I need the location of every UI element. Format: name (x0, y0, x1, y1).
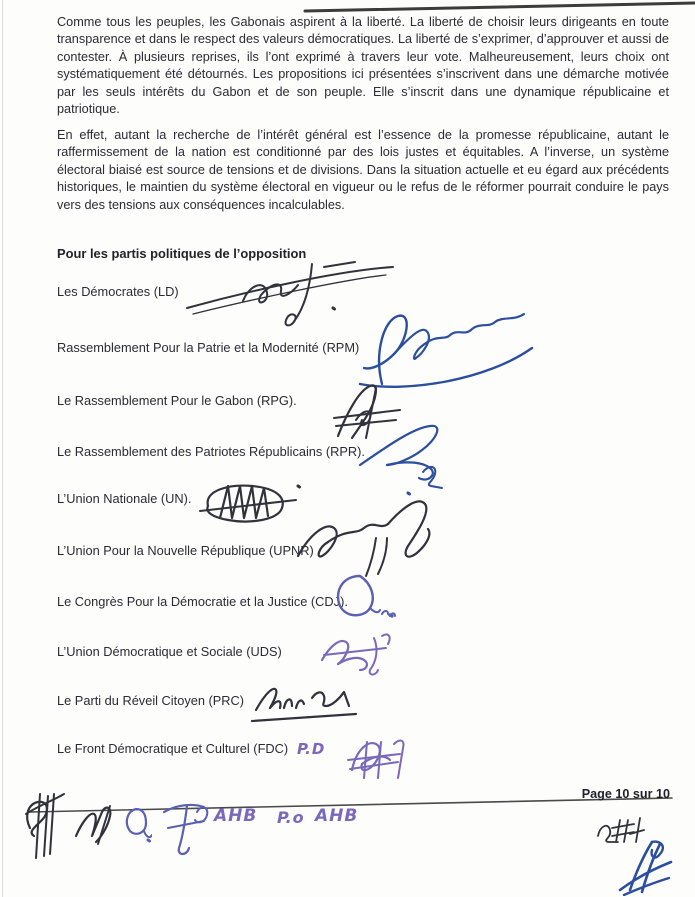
signature-upnr (290, 494, 442, 586)
footer-initials-ahb-2: AHB (315, 806, 359, 826)
paragraph-2: En effet, autant la recherche de l’intérêt général est l’essence de la promesse républicaine, autant le raffermissement de la nation est conditionné par des lois justes et équitables. A l’inverse, un système électoral biaisé est source de tensions et de divisions. Dans la situation actuelle et eu égard aux précédents historiques, le maintien du système électoral en vigueur ou le refus de le réformer pourrait conduire le pays vers des tensions aux conséquences incalculables. (57, 128, 669, 212)
signature-rpg (326, 380, 408, 444)
page-number: Page 10 sur 10 (581, 787, 670, 801)
signature-uds (316, 630, 398, 677)
party-label-rpg: Le Rassemblement Pour le Gabon (RPG). (57, 393, 297, 408)
scan-edge-left-line (2, 0, 3, 897)
signature-ld (183, 256, 398, 328)
party-label-prc: Le Parti du Réveil Citoyen (PRC) (57, 693, 245, 708)
signature-fdc (336, 734, 414, 784)
scan-edge-top-line (0, 0, 695, 14)
signature-un (190, 476, 308, 530)
party-label-upnr: L’Union Pour la Nouvelle République (UPNR) (57, 543, 314, 558)
signature-prc (250, 680, 372, 727)
party-label-un: L’Union Nationale (UN). (57, 491, 192, 506)
footer-paraph-2 (72, 800, 118, 846)
party-label-uds: L’Union Démocratique et Sociale (UDS) (57, 644, 282, 659)
footer-paraph-blue-corner (612, 838, 674, 896)
signature-rpm (352, 310, 542, 392)
footer-initials-po: P.o (277, 808, 305, 827)
footer-paraph-4 (160, 796, 210, 858)
party-label-cdj: Le Congrès Pour la Démocratie et la Justice (CDJ). (57, 594, 348, 609)
footer-initials-ahb-1: AHB (214, 806, 258, 826)
section-heading: Pour les partis politiques de l’opposition (57, 246, 307, 261)
footer-scribble-right (592, 812, 648, 848)
signature-rpr (350, 420, 458, 502)
footer-paraph-3 (122, 803, 152, 843)
party-label-fdc: Le Front Démocratique et Culturel (FDC) (57, 741, 289, 756)
paragraph-1: Comme tous les peuples, les Gabonais aspirent à la liberté. La liberté de choisir leurs dirigeants en toute transparence et dans le respect des valeurs démocratiques. La liberté de s’exprimer, d’approuver et aussi de contester. À plusieurs reprises, ils l’ont exprimé à travers leur vote. Malheureusement, leurs choix ont systématiquement été détournés. Les propositions ici présentées s’inscrivent dans une démarche motivée par les seuls intérêts du Gabon et de son peuple. Elle s’inscrit dans une dynamique républicaine et patriotique. (57, 15, 669, 117)
party-label-rpr: Le Rassemblement des Patriotes Républicains (RPR). (57, 444, 365, 459)
party-label-ld: Les Démocrates (LD) (57, 284, 179, 299)
footer-paraph-1 (20, 788, 66, 864)
party-label-rpm: Rassemblement Pour la Patrie et la Modernité (RPM) (57, 340, 360, 355)
fdc-annotation: P.D (297, 740, 326, 758)
